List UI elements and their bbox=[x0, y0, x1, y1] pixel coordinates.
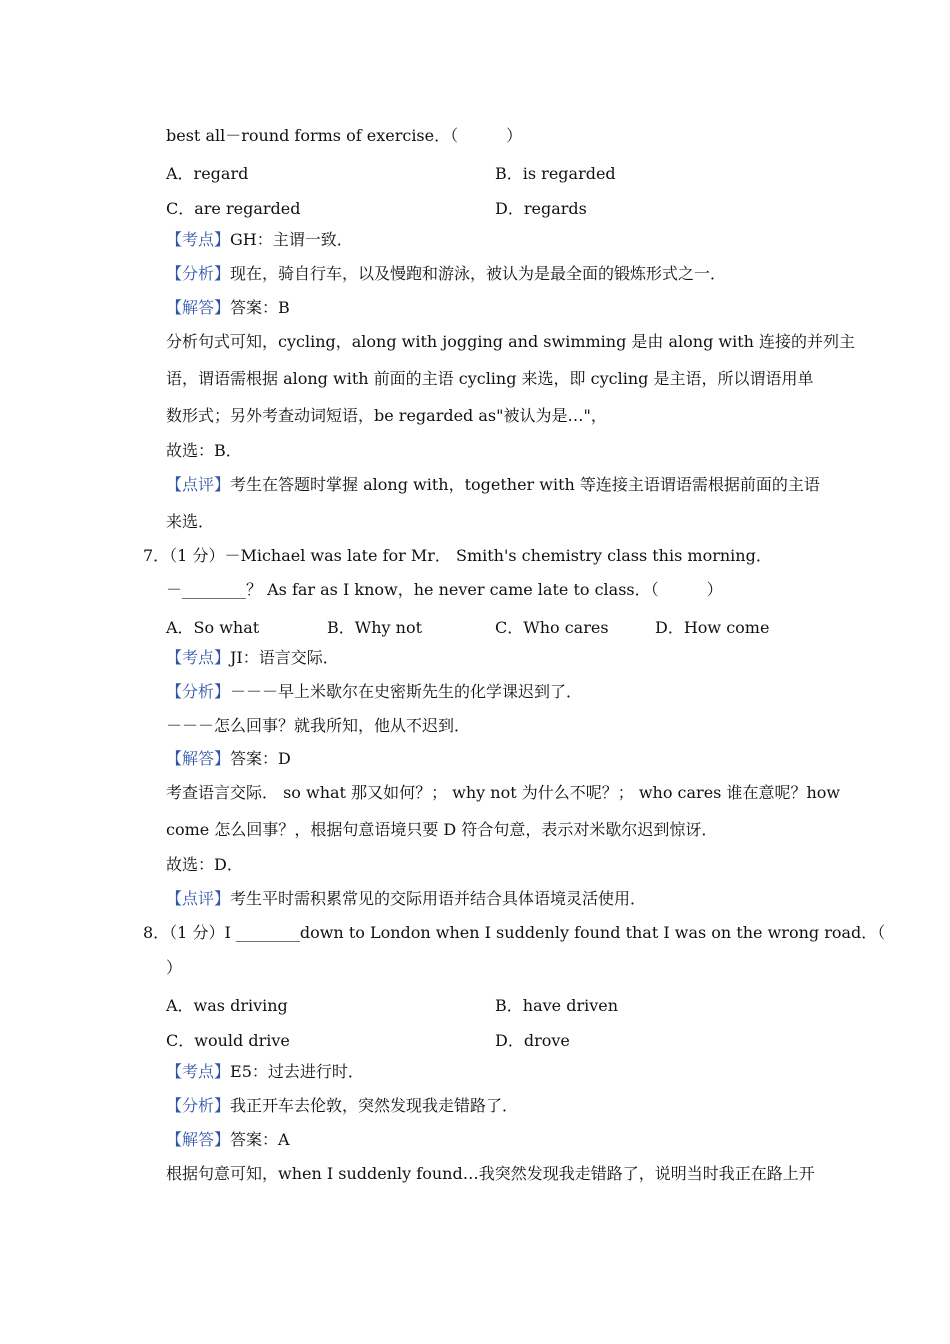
q8-option-c: C．would drive bbox=[166, 1031, 290, 1050]
q8-kaodian-text: E5：过去进行时． bbox=[230, 1062, 364, 1081]
q7-explain-line-2: come 怎么回事？，根据句意语境只要 D 符合句意，表示对米歇尔迟到惊讶． bbox=[166, 820, 718, 839]
q8-jieda bbox=[166, 1130, 816, 1150]
q7-explain-line-1: 考查语言交际． so what 那又如何？； why not 为什么不呢？； who cares 谁在意呢？how bbox=[166, 783, 841, 802]
q7-fenxi bbox=[166, 682, 816, 702]
q6-choice: 故选：B． bbox=[166, 441, 242, 460]
q6-dianping-text: 考生在答题时掌握 along with，together with 等连接主语谓语需根据前面的主语 bbox=[230, 475, 820, 494]
q8-fenxi bbox=[166, 1096, 816, 1116]
jieda-tag: 【解答】 bbox=[166, 749, 231, 768]
q6-option-a: A．regard bbox=[166, 164, 249, 183]
kaodian-tag: 【考点】 bbox=[166, 230, 231, 249]
q7-dianping-text: 考生平时需积累常见的交际用语并结合具体语境灵活使用． bbox=[230, 889, 647, 908]
q6-option-b: B．is regarded bbox=[495, 164, 616, 183]
q8-option-b: B．have driven bbox=[495, 996, 619, 1015]
q7-option-a: A．So what bbox=[166, 618, 260, 637]
q7-dianping bbox=[166, 889, 816, 909]
q6-explain-line-2: 语，谓语需根据 along with 前面的主语 cycling 来选，即 cycling 是主语，所以谓语用单 bbox=[166, 369, 814, 388]
q6-option-c: C．are regarded bbox=[166, 199, 301, 218]
q8-explain-line-1: 根据句意可知，when I suddenly found…我突然发现我走错路了，说明当时我正在路上开 bbox=[166, 1164, 815, 1183]
q7-kaodian bbox=[166, 648, 816, 668]
q8-option-d: D．drove bbox=[495, 1031, 570, 1050]
fenxi-tag: 【分析】 bbox=[166, 1096, 231, 1115]
q6-explain-line-1: 分析句式可知，cycling，along with jogging and swimming 是由 along with 连接的并列主 bbox=[166, 332, 856, 351]
q8-option-a: A．was driving bbox=[166, 996, 288, 1015]
jieda-tag: 【解答】 bbox=[166, 298, 231, 317]
q6-option-d: D．regards bbox=[495, 199, 587, 218]
q7-option-c: C．Who cares bbox=[495, 618, 609, 637]
kaodian-tag: 【考点】 bbox=[166, 648, 231, 667]
jieda-tag: 【解答】 bbox=[166, 1130, 231, 1149]
q7-jieda bbox=[166, 749, 816, 769]
q6-explain-line-3: 数形式；另外考查动词短语，be regarded as"被认为是…"， bbox=[166, 406, 607, 425]
q6-fenxi bbox=[166, 264, 816, 284]
dianping-tag: 【点评】 bbox=[166, 889, 231, 908]
q8-kaodian bbox=[166, 1062, 816, 1082]
q7-stem-2: －________？ As far as I know，he never came late to class．（ ） bbox=[166, 580, 723, 599]
q7-kaodian-text: JI：语言交际． bbox=[230, 648, 339, 667]
q6-jieda bbox=[166, 298, 816, 318]
q7-jieda-text: 答案：D bbox=[230, 749, 291, 768]
fenxi-tag: 【分析】 bbox=[166, 264, 231, 283]
q7-fenxi-text: －－－早上米歇尔在史密斯先生的化学课迟到了． bbox=[230, 682, 583, 701]
dianping-tag: 【点评】 bbox=[166, 475, 231, 494]
q6-dianping bbox=[166, 475, 820, 495]
q8-jieda-text: 答案：A bbox=[230, 1130, 290, 1149]
q6-kaodian bbox=[166, 230, 816, 250]
q7-option-b: B．Why not bbox=[327, 618, 423, 637]
q6-jieda-text: 答案：B bbox=[230, 298, 290, 317]
q7-option-d: D．How come bbox=[655, 618, 770, 637]
q7-choice: 故选：D． bbox=[166, 855, 243, 874]
q6-kaodian-text: GH：主谓一致． bbox=[230, 230, 353, 249]
q6-stem-tail: best all－round forms of exercise．（ ） bbox=[166, 126, 523, 145]
fenxi-tag: 【分析】 bbox=[166, 682, 231, 701]
q6-dianping-text-2: 来选． bbox=[166, 512, 215, 531]
q6-fenxi-text: 现在，骑自行车，以及慢跑和游泳，被认为是最全面的锻炼形式之一． bbox=[230, 264, 727, 283]
q7-fenxi-text-2: －－－怎么回事？就我所知，他从不迟到． bbox=[166, 716, 471, 735]
q8-stem-2: ） bbox=[166, 958, 183, 977]
kaodian-tag: 【考点】 bbox=[166, 1062, 231, 1081]
q8-stem: 8．（1 分）I ________down to London when I suddenly found that I was on the wrong road．（ bbox=[143, 923, 886, 942]
q7-stem: 7．（1 分）－Michael was late for Mr． Smith's chemistry class this morning． bbox=[143, 546, 772, 565]
q8-fenxi-text: 我正开车去伦敦，突然发现我走错路了． bbox=[230, 1096, 519, 1115]
